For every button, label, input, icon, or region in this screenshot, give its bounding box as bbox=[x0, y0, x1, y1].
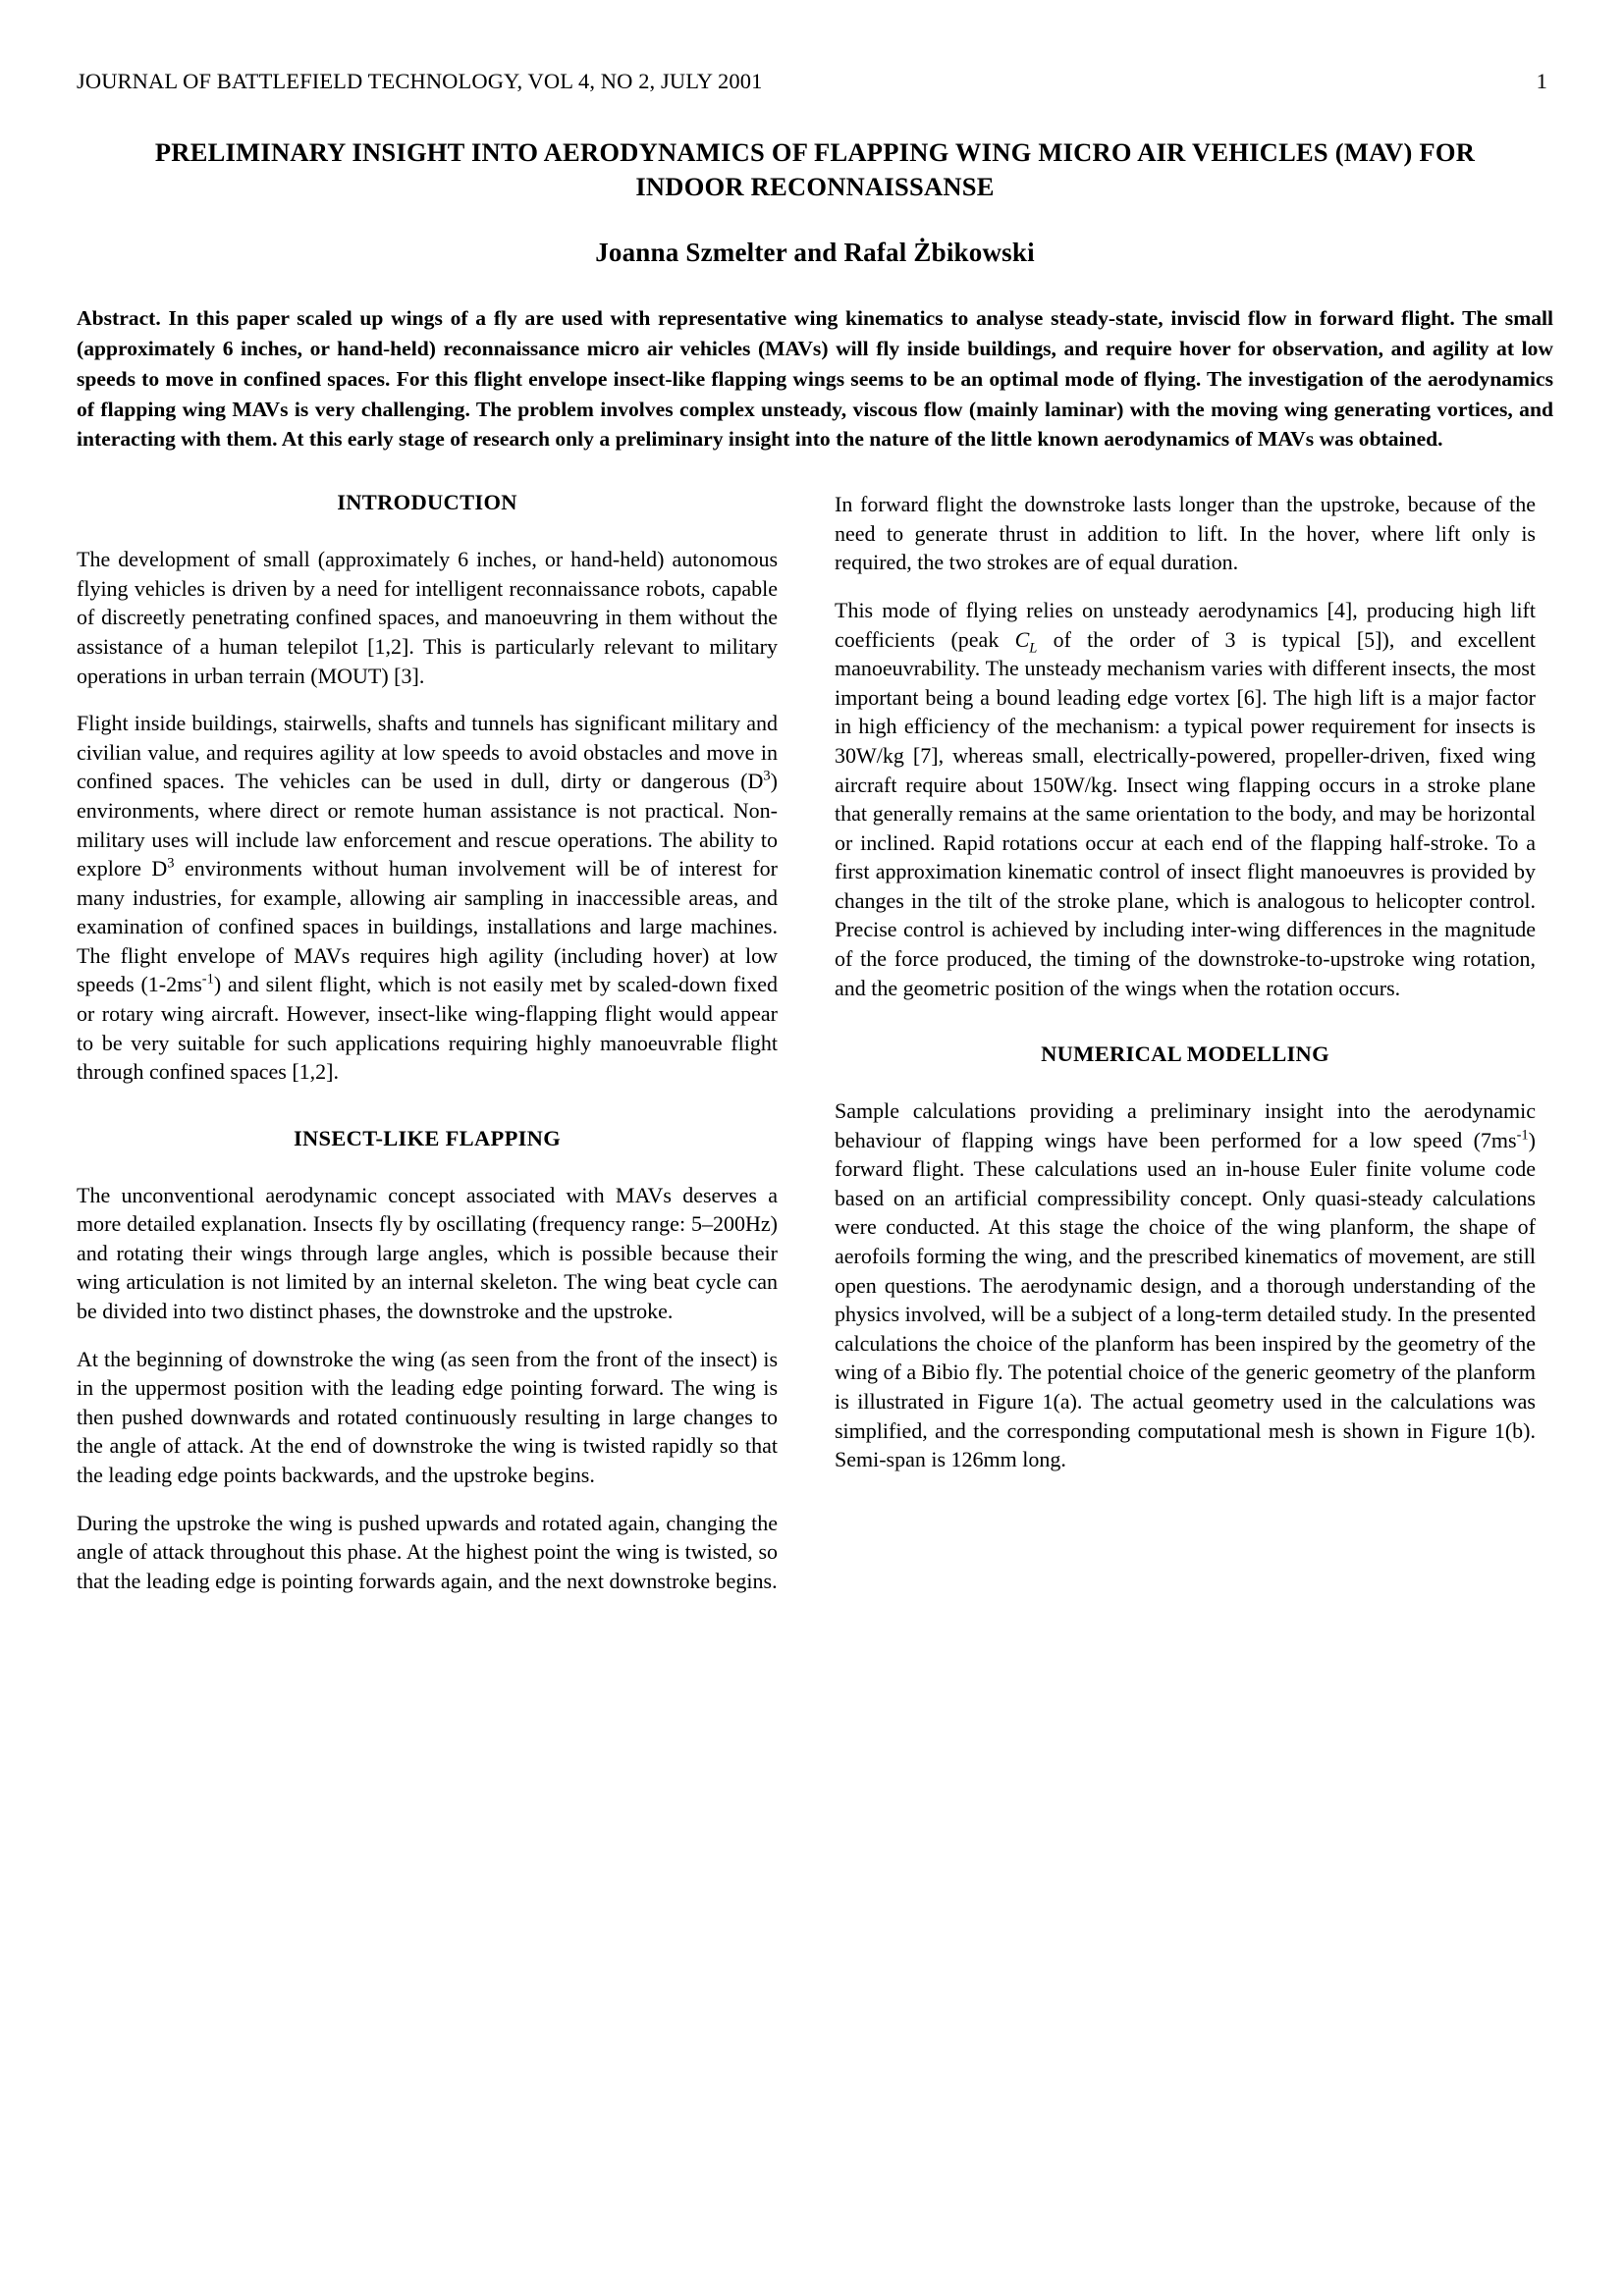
subscript: L bbox=[1029, 640, 1038, 657]
page-number: 1 bbox=[1536, 69, 1547, 93]
section-heading-numerical-modelling: NUMERICAL MODELLING bbox=[1041, 1041, 1329, 1067]
section-heading-introduction: INTRODUCTION bbox=[337, 490, 517, 515]
abstract-text: In this paper scaled up wings of a fly are used with representative wing kinematics to analyse steady-state, inviscid flow in forward flight. The small (approximately 6 inches, or hand-held) reconnaissance micro air vehicles (MAVs) will fly inside buildings, and require hover for observation, and agility at low speeds to move in confined spaces. For this flight envelope insect-like flapping wings seems to be an optimal mode of flying. The investigation of the aerodynamics of flapping wing MAVs is very challenging. The problem involves complex unsteady, viscous flow (mainly laminar) with the moving wing generating vortices, and interacting with them. At this early stage of research only a preliminary insight into the nature of the little known aerodynamics of MAVs was obtained. bbox=[77, 305, 1553, 452]
body-columns bbox=[77, 490, 1553, 1595]
paragraph bbox=[77, 709, 778, 1087]
author-list: Joanna Szmelter and Rafal Żbikowski bbox=[595, 237, 1035, 267]
title-block bbox=[77, 135, 1553, 268]
abstract bbox=[77, 303, 1553, 454]
paper-title-line-2: VEHICLES (MAV) FOR INDOOR RECONNAISSANSE bbox=[635, 137, 1476, 201]
math-symbol: C bbox=[1014, 626, 1030, 652]
paragraph: The unconventional aerodynamic concept associated with MAVs deserves a more detailed explanation. Insects fly by oscillating (frequency range: 5–200Hz) and rotating their wings through large angles, which is possible because their wing articulation is not limited by an internal skeleton. The wing beat cycle can be divided into two distinct phases, the downstroke and the upstroke. bbox=[77, 1182, 778, 1324]
left-column bbox=[77, 490, 778, 1595]
abstract-label: Abstract. bbox=[77, 305, 161, 330]
paragraph: At the beginning of downstroke the wing (as seen from the front of the insect) is in the uppermost position with the leading edge pointing forward. The wing is then pushed downwards and rotated continuously resulting in large changes to the angle of attack. At the end of downstroke the wing is twisted rapidly so that the leading edge points backwards, and the upstroke begins. bbox=[77, 1346, 778, 1487]
page-title bbox=[137, 135, 1492, 204]
paper-title-line-1: PRELIMINARY INSIGHT INTO AERODYNAMICS OF FLAPPING WING MICRO AIR bbox=[154, 137, 1186, 167]
paragraph-fragment: This mode of flying relies on unsteady aerodynamics [4], producing high lift coefficients (peak bbox=[835, 598, 1536, 652]
paragraph-fragment: of the order of 3 is typical [5]), and excellent manoeuvrability. The unsteady mechanism varies with different insects, the most important being a bound leading edge vortex [6]. The high lift is a major factor in high efficiency of the mechanism: a typical power requirement for insects is 30W/kg [7], whereas small, electrically-powered, propeller-driven, fixed wing aircraft require about 150W/kg. Insect wing flapping occurs in a stroke plane that generally remains at the same orientation to the body, and may be horizontal or inclined. Rapid rotations occur at each end of the flapping half-stroke. To a first approximation kinematic control of insect flight manoeuvres is provided by changes in the tilt of the stroke plane, which is analogous to helicopter control. Precise control is achieved by including inter-wing differences in the magnitude of the force produced, the timing of the downstroke-to-upstroke wing rotation, and the geometric position of the wings when the rotation occurs. bbox=[835, 626, 1536, 1000]
paragraph bbox=[835, 1096, 1536, 1474]
superscript: -1 bbox=[201, 972, 214, 988]
paragraph-fragment: ) forward flight. These calculations used an in-house Euler finite volume code based on an artificial compressibility concept. Only quasi-steady calculations were conducted. At this stage the choice of the wing planform, the shape of aerofoils forming the wing, and the prescribed kinematics of movement, are still open questions. The aerodynamic design, and a thorough understanding of the physics involved, will be a subject of a long-term detailed study. In the presented calculations the choice of the planform has been inspired by the geometry of the wing of a Bibio fly. The potential choice of the generic geometry of the planform is illustrated in Figure 1(a). The actual geometry used in the calculations was simplified, and the corresponding computational mesh is shown in Figure 1(b). Semi-span is 126mm long. bbox=[835, 1127, 1536, 1472]
paragraph bbox=[835, 596, 1536, 1002]
paragraph: The development of small (approximately 6 inches, or hand-held) autonomous flying vehicles is driven by a need for intelligent reconnaissance robots, capable of discreetly penetrating confined spaces, and manoeuvring in them without the assistance of a human telepilot [1,2]. This is particularly relevant to military operations in urban terrain (MOUT) [3]. bbox=[77, 547, 778, 688]
paragraph-fragment: Sample calculations providing a preliminary insight into the aerodynamic behaviour of flapping wings have been performed for a low speed (7ms bbox=[835, 1098, 1536, 1152]
right-column bbox=[835, 490, 1536, 1595]
running-head-journal: JOURNAL OF BATTLEFIELD TECHNOLOGY, VOL 4, NO 2, JULY 2001 bbox=[77, 69, 763, 93]
section-heading-insect-like-flapping: INSECT-LIKE FLAPPING bbox=[293, 1125, 562, 1150]
paragraph-fragment: environments without human involvement will be of interest for many industries, for example, allowing air sampling in inaccessible areas, and examination of confined spaces in buildings, installations and large machines. The flight envelope of MAVs requires high agility (including hover) at low speeds (1-2ms bbox=[77, 856, 778, 997]
paragraph: During the upstroke the wing is pushed upwards and rotated again, changing the angle of attack throughout this phase. At the highest point the wing is twisted, so that the leading edge is pointing forwards again, and the next downstroke begins. bbox=[77, 1510, 778, 1593]
running-head bbox=[77, 61, 1553, 94]
paragraph-fragment: Flight inside buildings, stairwells, shafts and tunnels has significant military and civilian value, and requires agility at low speeds to avoid obstacles and move in confined spaces. The vehicles can be used in dull, dirty or dangerous (D bbox=[77, 711, 778, 794]
paragraph-fragment: ) environments, where direct or remote human assistance is not practical. Non-military uses will include law enforcement and rescue operations. The ability to explore D bbox=[77, 769, 778, 881]
superscript: 3 bbox=[167, 855, 175, 872]
superscript: 3 bbox=[763, 769, 771, 785]
paragraph-fragment: ) and silent flight, which is not easily met by scaled-down fixed or rotary wing aircraft. However, insect-like wing-flapping flight would appear to be very suitable for such applications requiring highly manoeuvrable flight through confined spaces [1,2]. bbox=[77, 972, 778, 1085]
paragraph: In forward flight the downstroke lasts longer than the upstroke, because of the need to generate thrust in addition to lift. In the hover, where lift only is required, the two strokes are of equal duration. bbox=[835, 492, 1536, 575]
superscript: -1 bbox=[1516, 1127, 1529, 1144]
